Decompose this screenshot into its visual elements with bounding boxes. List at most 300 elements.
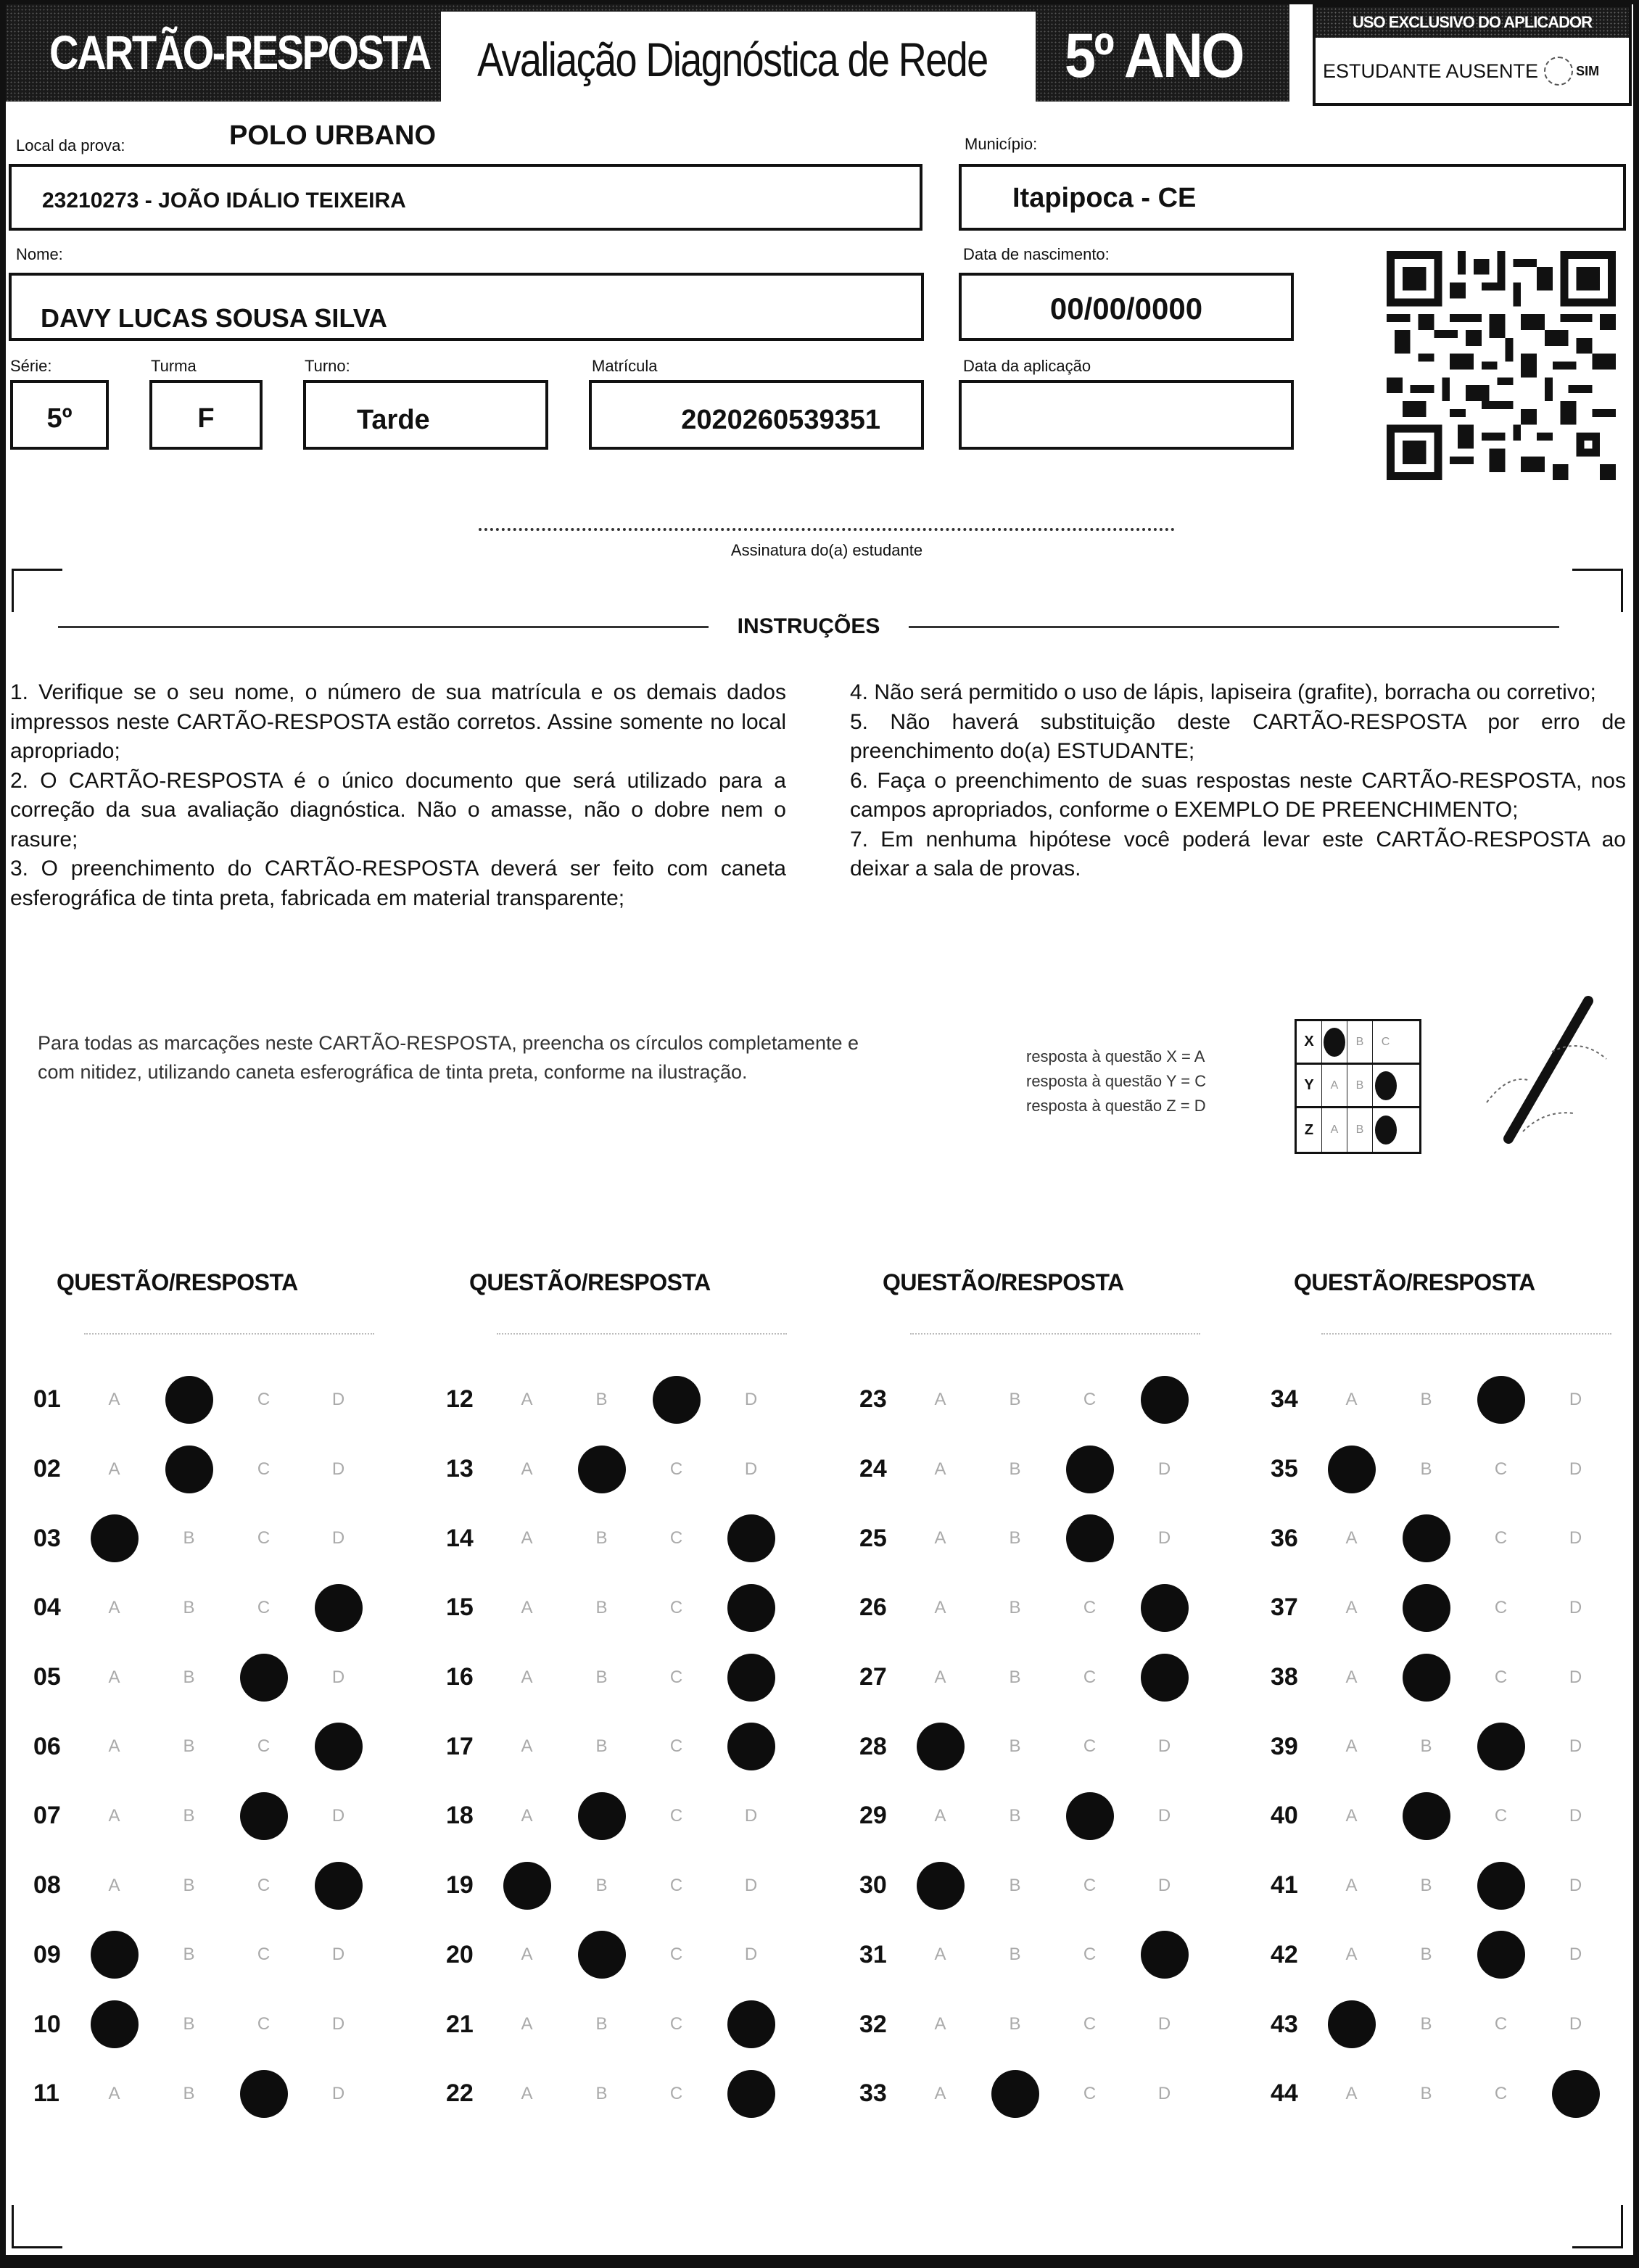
answer-bubble-d[interactable]: [301, 1583, 376, 1633]
answer-bubble-b[interactable]: B: [1420, 1875, 1432, 1895]
answer-bubble-b[interactable]: B: [595, 1667, 608, 1687]
instruction-item: 2. O CARTÃO-RESPOSTA é o único documento que será utilizado para a correção da sua avaliação diagnóstica. Não o amasse, não o dobre nem o rasure;: [10, 768, 786, 851]
answer-bubble-c[interactable]: [226, 1791, 301, 1842]
signature-line[interactable]: [479, 528, 1175, 531]
answer-bubble-d[interactable]: D: [744, 1389, 758, 1409]
answer-bubble-a[interactable]: [1314, 1444, 1389, 1495]
answer-bubble-b[interactable]: B: [183, 1805, 195, 1826]
question-number: 33: [859, 2079, 887, 2108]
question-number: 43: [1271, 2010, 1298, 2038]
answer-bubble-d[interactable]: D: [1157, 1875, 1171, 1895]
answer-row: [1249, 1435, 1626, 1504]
answer-bubble-b[interactable]: [152, 1374, 226, 1425]
answer-bubble-b[interactable]: B: [1009, 2014, 1021, 2034]
answer-bubble-d[interactable]: D: [1569, 1528, 1582, 1549]
answer-bubble-a[interactable]: A: [1345, 1875, 1358, 1895]
answer-bubble-d[interactable]: D: [744, 1805, 758, 1826]
answer-bubble-b[interactable]: [564, 1444, 639, 1495]
answer-bubble-d[interactable]: D: [331, 2083, 345, 2103]
answer-row: [838, 1921, 1215, 1990]
question-number: 25: [859, 1524, 887, 1552]
answer-bubble-d[interactable]: [1127, 1652, 1202, 1703]
answer-row: [838, 1504, 1215, 1573]
question-number: 16: [446, 1663, 474, 1691]
answer-bubble-b[interactable]: [978, 2069, 1052, 2119]
answer-bubble-d[interactable]: D: [1569, 1805, 1582, 1826]
answer-bubble-b[interactable]: [1389, 1513, 1463, 1564]
applicator-box: [1313, 4, 1632, 106]
question-number: 35: [1271, 1455, 1298, 1483]
instructions-right: [850, 678, 1626, 884]
answer-row: [424, 1365, 801, 1435]
answer-bubble-d[interactable]: [714, 2069, 788, 2119]
question-number: 11: [33, 2079, 59, 2108]
answer-row: [424, 2059, 801, 2129]
absent-yes-label: SIM: [1576, 63, 1600, 78]
answer-bubble-d[interactable]: D: [744, 1875, 758, 1895]
answer-bubble-a[interactable]: A: [521, 1459, 533, 1479]
answer-bubble-d[interactable]: D: [331, 1459, 345, 1479]
answer-bubble-c[interactable]: C: [257, 1736, 271, 1757]
answer-bubble-d[interactable]: [714, 1583, 788, 1633]
answer-bubble-c[interactable]: C: [1494, 1805, 1508, 1826]
signature-label: Assinatura do(a) estudante: [730, 541, 923, 559]
turno-label: Turno:: [305, 357, 350, 375]
answer-row: [424, 1643, 801, 1712]
answer-bubble-d[interactable]: [714, 1721, 788, 1772]
answer-bubble-b[interactable]: B: [1009, 1597, 1021, 1617]
answer-bubble-a[interactable]: A: [521, 1736, 533, 1757]
question-number: 14: [446, 1524, 474, 1552]
answer-row: [838, 1851, 1215, 1921]
answer-bubble-c[interactable]: C: [1083, 1667, 1097, 1687]
answer-bubble-a[interactable]: A: [1345, 1597, 1358, 1617]
answer-bubble-c[interactable]: C: [257, 1389, 271, 1409]
answer-row: [1249, 1504, 1626, 1573]
answer-bubble-a[interactable]: A: [1345, 1528, 1358, 1549]
answer-bubble-a[interactable]: A: [108, 1597, 120, 1617]
municipio-field: [959, 164, 1626, 231]
answer-row: [1249, 1781, 1626, 1851]
answer-bubble-c[interactable]: C: [1083, 1736, 1097, 1757]
answer-bubble-c[interactable]: [1052, 1513, 1127, 1564]
answer-bubble-d[interactable]: D: [1569, 1945, 1582, 1965]
pen-icon: [1479, 994, 1610, 1160]
answer-row: [12, 1504, 389, 1573]
answer-bubble-c[interactable]: [226, 1652, 301, 1703]
question-number: 38: [1271, 1663, 1298, 1691]
answer-bubble-b[interactable]: [152, 1444, 226, 1495]
turma-value: F: [197, 403, 215, 434]
answer-bubble-c[interactable]: [1463, 1929, 1538, 1980]
answer-row: [1249, 1643, 1626, 1712]
answer-bubble-d[interactable]: [1538, 2069, 1613, 2119]
turno-field: [303, 380, 548, 450]
answer-bubble-b[interactable]: B: [183, 2083, 195, 2103]
answer-row: [838, 1712, 1215, 1781]
answer-bubble-b[interactable]: [1389, 1791, 1463, 1842]
question-number: 26: [859, 1593, 887, 1622]
answer-bubble-d[interactable]: D: [1569, 1736, 1582, 1757]
answer-bubble-d[interactable]: D: [1157, 1459, 1171, 1479]
instructions-left: [10, 678, 786, 913]
answer-bubble-a[interactable]: A: [521, 1528, 533, 1549]
instructions-title: INSTRUÇÕES: [737, 614, 880, 638]
answer-bubble-d[interactable]: D: [1569, 2014, 1582, 2034]
answer-row: [12, 1851, 389, 1921]
answer-bubble-c[interactable]: C: [669, 1736, 683, 1757]
answer-bubble-d[interactable]: D: [331, 1389, 345, 1409]
question-number: 12: [446, 1385, 474, 1414]
answer-bubble-c[interactable]: C: [669, 2083, 683, 2103]
question-number: 13: [446, 1455, 474, 1483]
answer-bubble-d[interactable]: D: [1157, 1805, 1171, 1826]
answer-bubble-d[interactable]: D: [331, 2014, 345, 2034]
answer-bubble-a[interactable]: [1314, 1999, 1389, 2050]
aplicacao-label: Data da aplicação: [963, 357, 1091, 375]
answer-bubble-c[interactable]: C: [257, 1875, 271, 1895]
answer-bubble-b[interactable]: B: [595, 1528, 608, 1549]
answer-bubble-b[interactable]: B: [183, 1667, 195, 1687]
question-number: 21: [446, 2010, 474, 2038]
question-number: 23: [859, 1385, 887, 1414]
answer-row: [1249, 1851, 1626, 1921]
answer-bubble-d[interactable]: [1127, 1374, 1202, 1425]
answer-bubble-b[interactable]: B: [595, 1389, 608, 1409]
answer-row: [12, 1435, 389, 1504]
answer-bubble-c[interactable]: C: [669, 1597, 683, 1617]
answer-bubble-a[interactable]: [77, 1999, 152, 2050]
answer-bubble-b[interactable]: B: [1009, 1805, 1021, 1826]
answer-bubble-c[interactable]: C: [1494, 1667, 1508, 1687]
absent-label: ESTUDANTE AUSENTE: [1323, 59, 1539, 82]
answer-bubble-c[interactable]: C: [669, 1528, 683, 1549]
grade-label: 5º ANO: [1065, 21, 1243, 91]
question-number: 18: [446, 1802, 474, 1830]
answer-row: [1249, 1573, 1626, 1643]
answer-bubble-a[interactable]: A: [934, 1459, 946, 1479]
answer-row: [838, 1573, 1215, 1643]
answer-bubble-b[interactable]: B: [1009, 1459, 1021, 1479]
answer-bubble-a[interactable]: A: [1345, 1736, 1358, 1757]
answer-bubble-a[interactable]: A: [521, 1945, 533, 1965]
question-number: 03: [33, 1524, 61, 1552]
turno-value: Tarde: [357, 405, 430, 435]
answer-bubble-c[interactable]: C: [669, 1805, 683, 1826]
nome-label: Nome:: [16, 245, 63, 263]
answer-bubble-d[interactable]: D: [1157, 2014, 1171, 2034]
answer-bubble-d[interactable]: [1127, 1583, 1202, 1633]
answer-bubble-c[interactable]: C: [1083, 2083, 1097, 2103]
answer-bubble-b[interactable]: [564, 1929, 639, 1980]
answer-bubble-b[interactable]: B: [1009, 1945, 1021, 1965]
answer-bubble-a[interactable]: A: [521, 1389, 533, 1409]
answer-bubble-c[interactable]: [1463, 1721, 1538, 1772]
instruction-item: 7. Em nenhuma hipótese você poderá levar este CARTÃO-RESPOSTA ao deixar a sala de provas.: [850, 827, 1626, 881]
answer-bubble-a[interactable]: A: [108, 1459, 120, 1479]
question-number: 09: [33, 1940, 61, 1968]
nascimento-field: [959, 273, 1294, 341]
fill-example-legend: resposta à questão X = A resposta à questão Y = C resposta à questão Z = D: [1026, 1047, 1207, 1115]
answer-bubble-c[interactable]: C: [1083, 1875, 1097, 1895]
answer-bubble-c[interactable]: C: [257, 2014, 271, 2034]
answer-bubble-b[interactable]: B: [595, 2083, 608, 2103]
answer-bubble-b[interactable]: B: [183, 1528, 195, 1549]
answer-bubble-a[interactable]: [903, 1860, 978, 1911]
nascimento-value: 00/00/0000: [1049, 292, 1203, 326]
answer-bubble-a[interactable]: [77, 1929, 152, 1980]
answer-row: [12, 1989, 389, 2059]
question-number: 06: [33, 1732, 61, 1760]
nome-value: DAVY LUCAS SOUSA SILVA: [41, 303, 388, 333]
answer-row: [12, 1781, 389, 1851]
answer-bubble-b[interactable]: B: [1009, 1389, 1021, 1409]
answer-row: [424, 1435, 801, 1504]
question-number: 30: [859, 1871, 887, 1900]
answer-bubble-a[interactable]: A: [108, 1736, 120, 1757]
answer-bubble-b[interactable]: B: [1420, 2014, 1432, 2034]
answer-bubble-b[interactable]: B: [1420, 1736, 1432, 1757]
answer-bubble-b[interactable]: B: [1009, 1528, 1021, 1549]
nome-field: [9, 273, 924, 341]
answer-bubble-c[interactable]: [1052, 1791, 1127, 1842]
answer-row: [12, 1365, 389, 1435]
answer-bubble-a[interactable]: A: [934, 1945, 946, 1965]
registration-mark-top-left: [12, 569, 62, 612]
registration-mark-bottom-right: [1572, 2205, 1623, 2248]
answer-column: [12, 1269, 389, 2129]
matricula-field: [589, 380, 924, 450]
answer-row: [12, 1921, 389, 1990]
answer-bubble-a[interactable]: A: [108, 1875, 120, 1895]
answer-bubble-d[interactable]: D: [331, 1528, 345, 1549]
answer-row: [424, 1573, 801, 1643]
aplicacao-field[interactable]: [959, 380, 1294, 450]
answer-bubble-b[interactable]: B: [595, 1875, 608, 1895]
answer-row: [1249, 1921, 1626, 1990]
answer-bubble-c[interactable]: C: [1083, 2014, 1097, 2034]
answer-bubble-b[interactable]: B: [183, 1736, 195, 1757]
question-number: 05: [33, 1663, 61, 1691]
answer-row: [1249, 1365, 1626, 1435]
question-number: 22: [446, 2079, 474, 2108]
answer-bubble-d[interactable]: D: [331, 1945, 345, 1965]
question-number: 36: [1271, 1524, 1298, 1552]
instruction-item: 4. Não será permitido o uso de lápis, lapiseira (grafite), borracha ou corretivo;: [850, 680, 1596, 704]
answer-bubble-c[interactable]: C: [1494, 2014, 1508, 2034]
answer-bubble-a[interactable]: A: [934, 1667, 946, 1687]
answer-bubble-c[interactable]: C: [257, 1459, 271, 1479]
answer-row: [838, 1435, 1215, 1504]
question-number: 44: [1271, 2079, 1298, 2108]
answer-bubble-d[interactable]: [301, 1721, 376, 1772]
answer-row: [838, 1643, 1215, 1712]
question-number: 29: [859, 1802, 887, 1830]
answer-bubble-a[interactable]: A: [521, 1597, 533, 1617]
answer-bubble-d[interactable]: D: [744, 1459, 758, 1479]
answer-bubble-a[interactable]: A: [521, 2083, 533, 2103]
instruction-item: 3. O preenchimento do CARTÃO-RESPOSTA deverá ser feito com caneta esferográfica de tinta preta, fabricada em material transparente;: [10, 857, 786, 910]
answer-bubble-b[interactable]: [1389, 1583, 1463, 1633]
answer-bubble-b[interactable]: B: [595, 1597, 608, 1617]
answer-bubble-c[interactable]: C: [257, 1597, 271, 1617]
answer-bubble-d[interactable]: [301, 1860, 376, 1911]
municipio-label: Município:: [965, 135, 1038, 153]
answer-bubble-d[interactable]: [714, 1999, 788, 2050]
answer-bubble-a[interactable]: A: [521, 1805, 533, 1826]
instruction-item: 6. Faça o preenchimento de suas respostas neste CARTÃO-RESPOSTA, nos campos apropriados, conforme o EXEMPLO DE PREENCHIMENTO;: [850, 768, 1626, 822]
local-label: Local da prova:: [16, 136, 125, 154]
answer-bubble-c[interactable]: C: [1494, 1459, 1508, 1479]
question-number: 40: [1271, 1802, 1298, 1830]
answer-bubble-a[interactable]: A: [1345, 1667, 1358, 1687]
answer-bubble-a[interactable]: A: [108, 1389, 120, 1409]
answer-bubble-d[interactable]: D: [1157, 1736, 1171, 1757]
instruction-item: 5. Não haverá substituição deste CARTÃO-RESPOSTA por erro de preenchimento do(a) ESTUDANTE;: [850, 709, 1626, 763]
answer-bubble-c[interactable]: C: [1083, 1597, 1097, 1617]
answer-bubble-b[interactable]: [1389, 1652, 1463, 1703]
answer-row: [12, 1643, 389, 1712]
answer-bubble-a[interactable]: [903, 1721, 978, 1772]
question-number: 17: [446, 1732, 474, 1760]
answer-bubble-d[interactable]: [714, 1652, 788, 1703]
header-banner: [6, 4, 1289, 102]
answer-bubble-a[interactable]: [77, 1513, 152, 1564]
answer-bubble-a[interactable]: A: [934, 2083, 946, 2103]
answer-bubble-a[interactable]: [490, 1860, 564, 1911]
instructions-header: [58, 614, 1559, 640]
answer-bubble-d[interactable]: D: [1569, 1597, 1582, 1617]
answer-bubble-c[interactable]: C: [1083, 1945, 1097, 1965]
answer-bubble-b[interactable]: B: [1009, 1736, 1021, 1757]
question-number: 08: [33, 1871, 61, 1900]
answer-bubble-c[interactable]: C: [669, 1945, 683, 1965]
answer-bubble-b[interactable]: B: [1420, 2083, 1432, 2103]
answer-bubble-b[interactable]: B: [1420, 1389, 1432, 1409]
answer-bubble-a[interactable]: A: [521, 1667, 533, 1687]
answer-bubble-a[interactable]: A: [1345, 1805, 1358, 1826]
question-number: 37: [1271, 1593, 1298, 1622]
answer-row: [838, 2059, 1215, 2129]
answer-bubble-b[interactable]: B: [183, 1875, 195, 1895]
answer-bubble-b[interactable]: B: [1009, 1667, 1021, 1687]
answer-bubble-d[interactable]: D: [1157, 2083, 1171, 2103]
answer-bubble-b[interactable]: B: [183, 2014, 195, 2034]
answer-bubble-a[interactable]: A: [934, 1805, 946, 1826]
answer-row: [838, 1365, 1215, 1435]
answer-bubble-c[interactable]: C: [1083, 1389, 1097, 1409]
answer-bubble-a[interactable]: A: [521, 2014, 533, 2034]
answer-bubble-b[interactable]: B: [595, 1736, 608, 1757]
question-number: 34: [1271, 1385, 1298, 1414]
answer-bubble-d[interactable]: D: [1569, 1389, 1582, 1409]
answer-column: [838, 1269, 1215, 2129]
turma-field: [149, 380, 263, 450]
fill-example-text: Para todas as marcações neste CARTÃO-RESPOSTA, preencha os círculos completamente e com nitidez, utilizando caneta esferográfica de tinta preta, conforme na ilustração.: [38, 1032, 859, 1083]
applicator-title: USO EXCLUSIVO DO APLICADOR: [1316, 7, 1629, 38]
answer-row: [424, 1781, 801, 1851]
answer-bubble-d[interactable]: [1127, 1929, 1202, 1980]
answer-bubble-c[interactable]: C: [257, 1945, 271, 1965]
answer-row: [424, 1851, 801, 1921]
answer-bubble-c[interactable]: [1052, 1444, 1127, 1495]
answer-bubble-a[interactable]: A: [108, 1667, 120, 1687]
answer-bubble-a[interactable]: A: [1345, 1945, 1358, 1965]
answer-bubble-b[interactable]: B: [183, 1945, 195, 1965]
answer-bubble-c[interactable]: C: [669, 1459, 683, 1479]
question-number: 41: [1271, 1871, 1298, 1900]
answer-bubble-c[interactable]: C: [669, 1875, 683, 1895]
answer-bubble-b[interactable]: B: [183, 1597, 195, 1617]
answer-row: [424, 1504, 801, 1573]
answer-column-header: QUESTÃO/RESPOSTA: [1294, 1269, 1535, 1295]
answer-row: [838, 1989, 1215, 2059]
answer-bubble-a[interactable]: A: [934, 2014, 946, 2034]
answer-bubble-c[interactable]: C: [1494, 1528, 1508, 1549]
nascimento-label: Data de nascimento:: [963, 245, 1110, 263]
turma-label: Turma: [151, 357, 197, 375]
answer-bubble-b[interactable]: B: [1420, 1459, 1432, 1479]
question-number: 31: [859, 1940, 887, 1968]
answer-bubble-a[interactable]: A: [108, 1805, 120, 1826]
local-value: POLO URBANO: [229, 120, 436, 151]
answer-row: [12, 1573, 389, 1643]
school-value: 23210273 - JOÃO IDÁLIO TEIXEIRA: [42, 189, 406, 213]
answer-bubble-c[interactable]: C: [1494, 1597, 1508, 1617]
matricula-value: 2020260539351: [681, 405, 880, 435]
answer-row: [1249, 1712, 1626, 1781]
answer-row: [424, 1989, 801, 2059]
answer-bubble-c[interactable]: [1463, 1860, 1538, 1911]
question-number: 27: [859, 1663, 887, 1691]
answer-bubble-c[interactable]: C: [1494, 2083, 1508, 2103]
answer-bubble-b[interactable]: B: [1009, 1875, 1021, 1895]
question-number: 42: [1271, 1940, 1298, 1968]
answer-bubble-a[interactable]: A: [934, 1389, 946, 1409]
answer-bubble-c[interactable]: C: [257, 1528, 271, 1549]
answer-bubble-a[interactable]: A: [1345, 1389, 1358, 1409]
answer-bubble-c[interactable]: [226, 2069, 301, 2119]
answer-bubble-c[interactable]: C: [669, 1667, 683, 1687]
question-number: 39: [1271, 1732, 1298, 1760]
question-number: 01: [33, 1385, 61, 1414]
answer-bubble-d[interactable]: D: [1157, 1528, 1171, 1549]
answer-bubble-c[interactable]: [1463, 1374, 1538, 1425]
answer-row: [838, 1781, 1215, 1851]
answer-bubble-d[interactable]: D: [331, 1805, 345, 1826]
answer-bubble-d[interactable]: D: [1569, 1875, 1582, 1895]
answer-bubble-b[interactable]: B: [1420, 1945, 1432, 1965]
answer-bubble-a[interactable]: A: [934, 1528, 946, 1549]
answer-bubble-d[interactable]: D: [331, 1667, 345, 1687]
answer-bubble-c[interactable]: C: [669, 2014, 683, 2034]
absent-bubble[interactable]: [1544, 57, 1573, 86]
answer-bubble-a[interactable]: A: [108, 2083, 120, 2103]
answer-bubble-a[interactable]: A: [934, 1597, 946, 1617]
answer-bubble-b[interactable]: [564, 1791, 639, 1842]
answer-bubble-d[interactable]: D: [744, 1945, 758, 1965]
answer-bubble-c[interactable]: [639, 1374, 714, 1425]
answer-column-header: QUESTÃO/RESPOSTA: [883, 1269, 1124, 1295]
answer-bubble-a[interactable]: A: [1345, 2083, 1358, 2103]
answer-bubble-d[interactable]: [714, 1513, 788, 1564]
answer-bubble-d[interactable]: D: [1569, 1459, 1582, 1479]
serie-field: [10, 380, 109, 450]
answer-bubble-b[interactable]: B: [595, 2014, 608, 2034]
filled-bubble: [1324, 1028, 1345, 1057]
answer-bubble-d[interactable]: D: [1569, 1667, 1582, 1687]
answer-column-header: QUESTÃO/RESPOSTA: [469, 1269, 711, 1295]
